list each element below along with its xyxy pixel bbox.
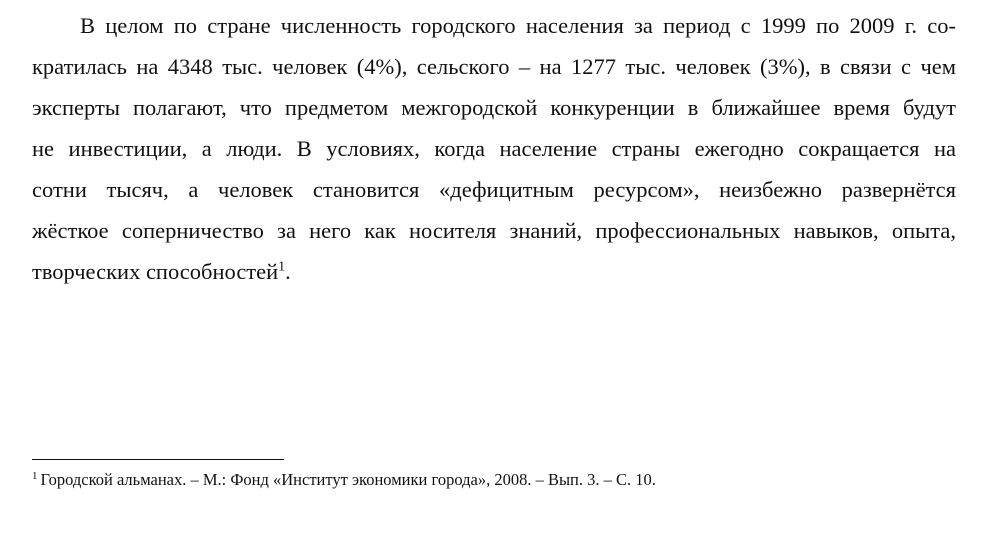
footnote-separator: [32, 459, 284, 460]
footnote-reference[interactable]: 1: [278, 259, 286, 275]
paragraph-line-7-text: творческих способностей: [32, 259, 279, 284]
paragraph-line-2: кратилась на 4348 тыс. человек (4%), сельского – на 1277 тыс. человек (3%), в связи с чем: [32, 54, 956, 79]
paragraph-line-4: не инвестиции, а люди. В условиях, когда население страны ежегодно сокращается на: [32, 136, 956, 161]
paragraph-line-7: [32, 251, 956, 292]
paragraph-end-punctuation: .: [285, 259, 291, 284]
paragraph-line-3: эксперты полагают, что предметом межгородской конкуренции в ближайшее время будут: [32, 95, 956, 120]
footnote-text: Городской альманах. – М.: Фонд «Институт экономики города», 2008. – Вып. 3. – С. 10.: [40, 470, 656, 489]
body-paragraph: [32, 5, 956, 292]
paragraph-line-1: В целом по стране численность городского населения за период с 1999 по 2009 г. со-: [80, 13, 956, 38]
footnote: [32, 470, 656, 490]
paragraph-line-6: жёсткое соперничество за него как носителя знаний, профессиональных навыков, опыта,: [32, 218, 956, 243]
paragraph-line-5: сотни тысяч, а человек становится «дефицитным ресурсом», неизбежно развернётся: [32, 177, 956, 202]
footnote-mark: 1: [32, 469, 38, 482]
